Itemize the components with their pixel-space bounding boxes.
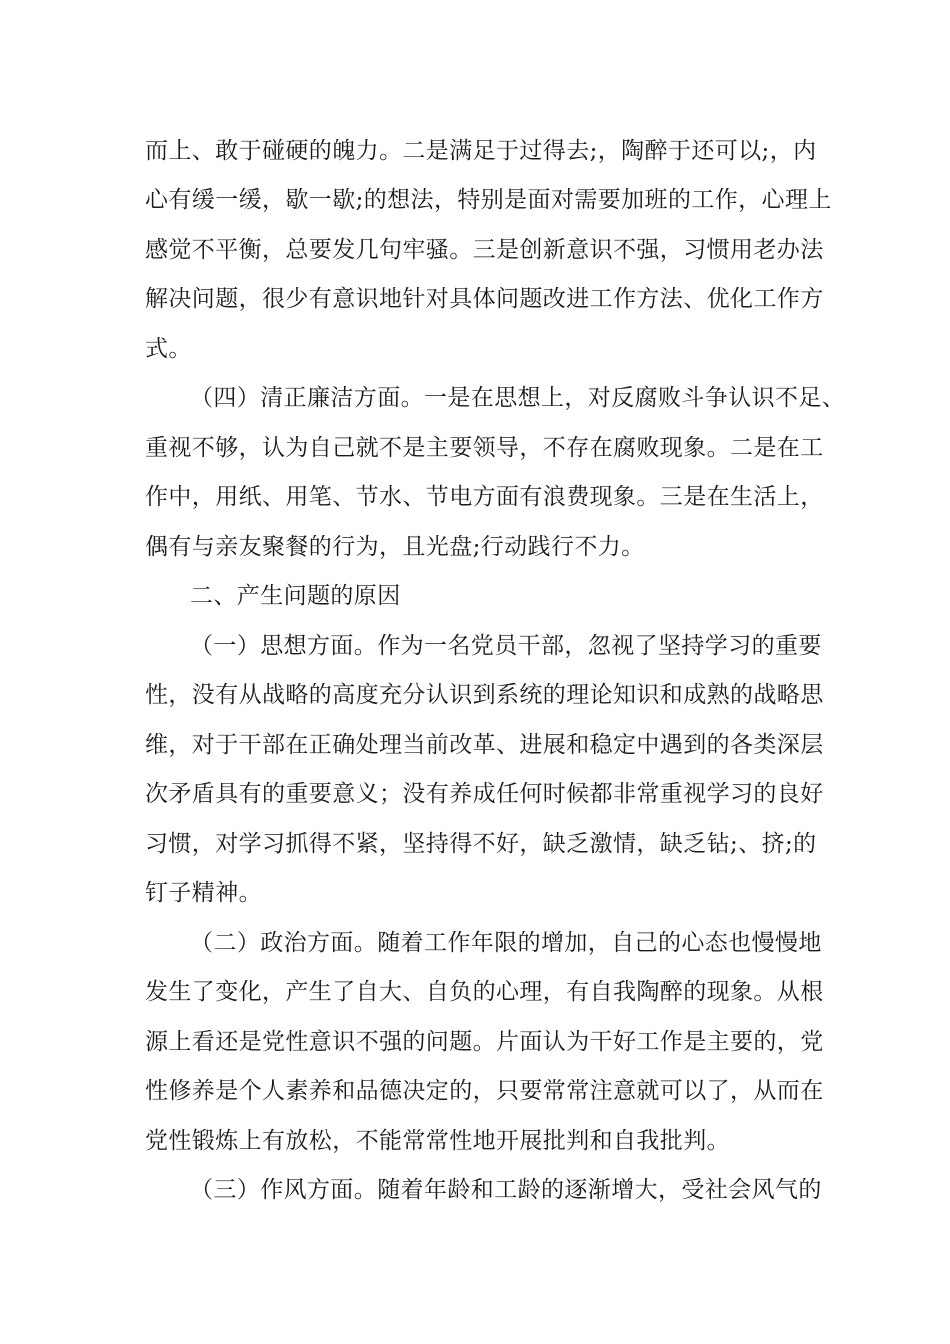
text-line: 心有缓一缓，歇一歇;的想法，特别是面对需要加班的工作，心理上 <box>145 187 832 213</box>
paragraph-first-line: （三）作风方面。随着年龄和工龄的逐渐增大，受社会风气的 <box>190 1177 822 1203</box>
paragraph-first-line: （二）政治方面。随着工作年限的增加，自己的心态也慢慢地 <box>190 930 822 956</box>
text-line: 性修养是个人素养和品德决定的，只要常常注意就可以了，从而在 <box>145 1078 824 1104</box>
text-line: 钉子精神。 <box>145 880 262 906</box>
text-line: 习惯，对学习抓得不紧，坚持得不好，缺乏激情，缺乏钻;、挤;的 <box>145 831 817 857</box>
text-line: 发生了变化，产生了自大、自负的心理，有自我陶醉的现象。从根 <box>145 979 824 1005</box>
text-line: 次矛盾具有的重要意义；没有养成任何时候都非常重视学习的良好 <box>145 781 824 807</box>
text-line: 源上看还是党性意识不强的问题。片面认为干好工作是主要的，党 <box>145 1029 824 1055</box>
text-line: 式。 <box>145 336 192 362</box>
text-line: 感觉不平衡，总要发几句牢骚。三是创新意识不强，习惯用老办法 <box>145 237 824 263</box>
text-line: 重视不够，认为自己就不是主要领导，不存在腐败现象。二是在工 <box>145 435 824 461</box>
section-heading: 二、产生问题的原因 <box>190 583 401 609</box>
text-line: 作中，用纸、用笔、节水、节电方面有浪费现象。三是在生活上， <box>145 484 824 510</box>
text-line: 偶有与亲友聚餐的行为，且光盘;行动践行不力。 <box>145 534 645 560</box>
text-line: 党性锻炼上有放松，不能常常性地开展批判和自我批判。 <box>145 1128 730 1154</box>
text-line: 解决问题，很少有意识地针对具体问题改进工作方法、优化工作方 <box>145 286 824 312</box>
text-line: 性，没有从战略的高度充分认识到系统的理论知识和成熟的战略思 <box>145 682 824 708</box>
paragraph-first-line: （四）清正廉洁方面。一是在思想上，对反腐败斗争认识不足、 <box>190 385 846 411</box>
text-line: 而上、敢于碰硬的魄力。二是满足于过得去;，陶醉于还可以;，内 <box>145 138 817 164</box>
paragraph-first-line: （一）思想方面。作为一名党员干部，忽视了坚持学习的重要 <box>190 633 822 659</box>
text-line: 维，对于干部在正确处理当前改革、进展和稳定中遇到的各类深层 <box>145 732 824 758</box>
